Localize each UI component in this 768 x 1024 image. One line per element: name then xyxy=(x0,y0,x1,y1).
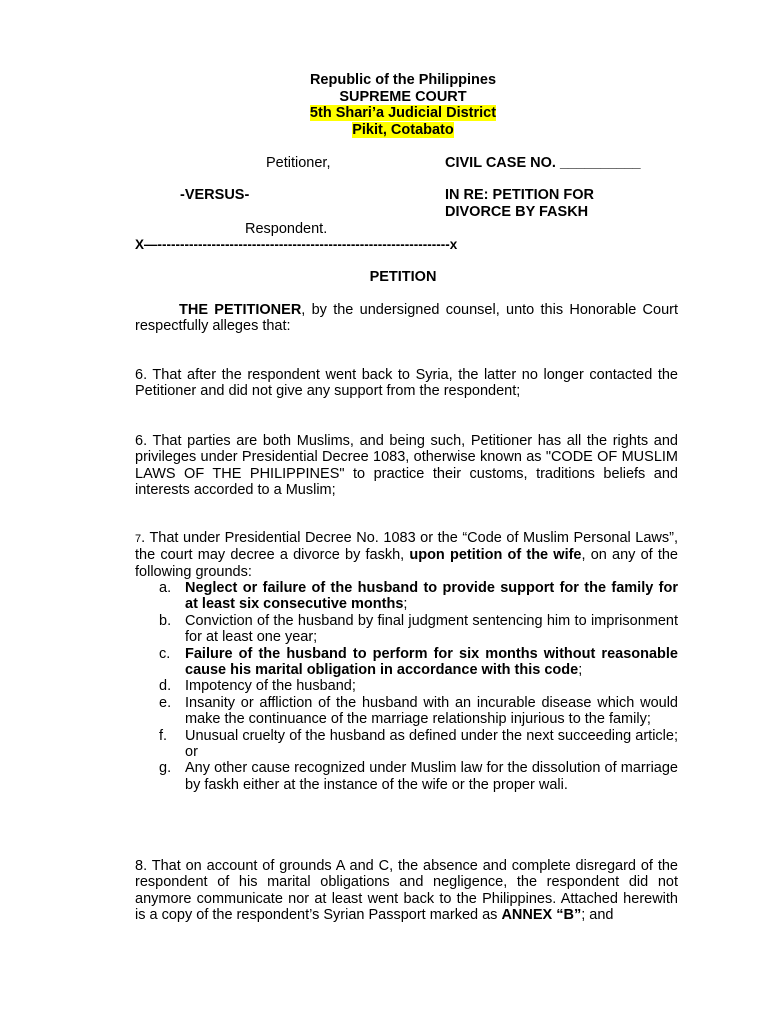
paragraph-8 xyxy=(135,858,678,924)
intro-bold: THE PETITIONER xyxy=(179,302,302,318)
paragraph-6a: 6. That after the respondent went back to Syria, the latter no longer contacted the Petitioner and did not give any support from the respondent; xyxy=(135,367,678,400)
list-marker: d. xyxy=(159,678,172,695)
list-item xyxy=(135,613,678,646)
document-title: PETITION xyxy=(369,269,437,285)
list-item-text: Impotency of the husband; xyxy=(185,678,356,695)
header-location: Pikit, Cotabato xyxy=(352,122,454,138)
list-marker: e. xyxy=(159,694,172,711)
list-item-text: Any other cause recognized under Muslim law for the dissolution of marriage by faskh either at the instance of the wife or the proper wali. xyxy=(185,760,678,793)
paragraph-7-number: 7 xyxy=(135,533,142,545)
caption-divider: X—-----------------------------------------------------------------x xyxy=(135,237,458,252)
header-republic: Republic of the Philippines xyxy=(309,72,497,88)
list-item xyxy=(135,695,678,728)
list-item-text: ; xyxy=(403,596,408,613)
list-item xyxy=(135,580,678,613)
list-item-text: ; xyxy=(578,662,583,679)
list-marker: g. xyxy=(159,760,172,777)
paragraph-8-end: ; and xyxy=(581,907,614,924)
list-marker: c. xyxy=(159,645,171,662)
list-item xyxy=(135,678,678,694)
list-item xyxy=(135,646,678,679)
versus-label: -VERSUS- xyxy=(180,187,250,203)
list-item xyxy=(135,728,678,761)
list-marker: b. xyxy=(159,612,172,629)
in-re-line-2: DIVORCE BY FASKH xyxy=(445,204,589,220)
petitioner-label: Petitioner, xyxy=(266,155,331,171)
paragraph-7-text: . That under Presidential Decree No. 1083 or the “Code of Muslim Personal Laws”, the court may decree a divorce by faskh, xyxy=(135,530,678,564)
respondent-label: Respondent. xyxy=(245,221,328,237)
list-item-bold: Neglect or failure of the husband to provide support for the family for at least six consecutive months xyxy=(185,580,678,613)
header-district-line xyxy=(0,105,768,121)
list-marker: a. xyxy=(159,580,172,596)
list-item-bold: Failure of the husband to perform for six months without reasonable cause his marital obligation in accordance with this code xyxy=(185,645,678,679)
header-location-line xyxy=(0,122,768,138)
list-item-text: Conviction of the husband by final judgment sentencing him to imprisonment for at least one year; xyxy=(185,612,678,646)
list-marker: f. xyxy=(159,727,168,744)
header-district: 5th Shari’a Judicial District xyxy=(309,105,497,121)
list-item-text: Unusual cruelty of the husband as defined under the next succeeding article; or xyxy=(185,727,678,761)
civil-case-number: CIVIL CASE NO. __________ xyxy=(445,155,641,171)
annex-reference: ANNEX “B” xyxy=(501,907,582,924)
grounds-list xyxy=(135,580,678,793)
paragraph-6b: 6. That parties are both Muslims, and being such, Petitioner has all the rights and privileges under Presidential Decree 1083, otherwise known as "CODE OF MUSLIM LAWS OF THE PHILIPPINES" to practice their customs, traditions beliefs and interests accorded to a Muslim; xyxy=(135,433,678,499)
in-re-line-1: IN RE: PETITION FOR xyxy=(445,187,595,203)
paragraph-8-text: 8. That on account of grounds A and C, the absence and complete disregard of the respondent of his marital obligations and negligence, the respondent did not anymore communicate nor at least went back to the Philippines. Attached herewith is a copy of the respondent’s Syrian Passport marked as xyxy=(135,858,678,924)
list-item xyxy=(135,760,678,793)
list-item-text: Insanity or affliction of the husband with an incurable disease which would make the continuance of the marriage relationship injurious to the family; xyxy=(185,694,678,728)
paragraph-7-bold: upon petition of the wife xyxy=(409,547,582,564)
paragraph-7 xyxy=(135,530,678,580)
header-supreme-court: SUPREME COURT xyxy=(339,89,467,105)
paragraph-7-end: , on any of the following grounds: xyxy=(135,547,679,580)
intro-text: , by the undersigned counsel, unto this Honorable Court respectfully alleges that: xyxy=(135,302,678,335)
intro-paragraph xyxy=(135,302,678,335)
